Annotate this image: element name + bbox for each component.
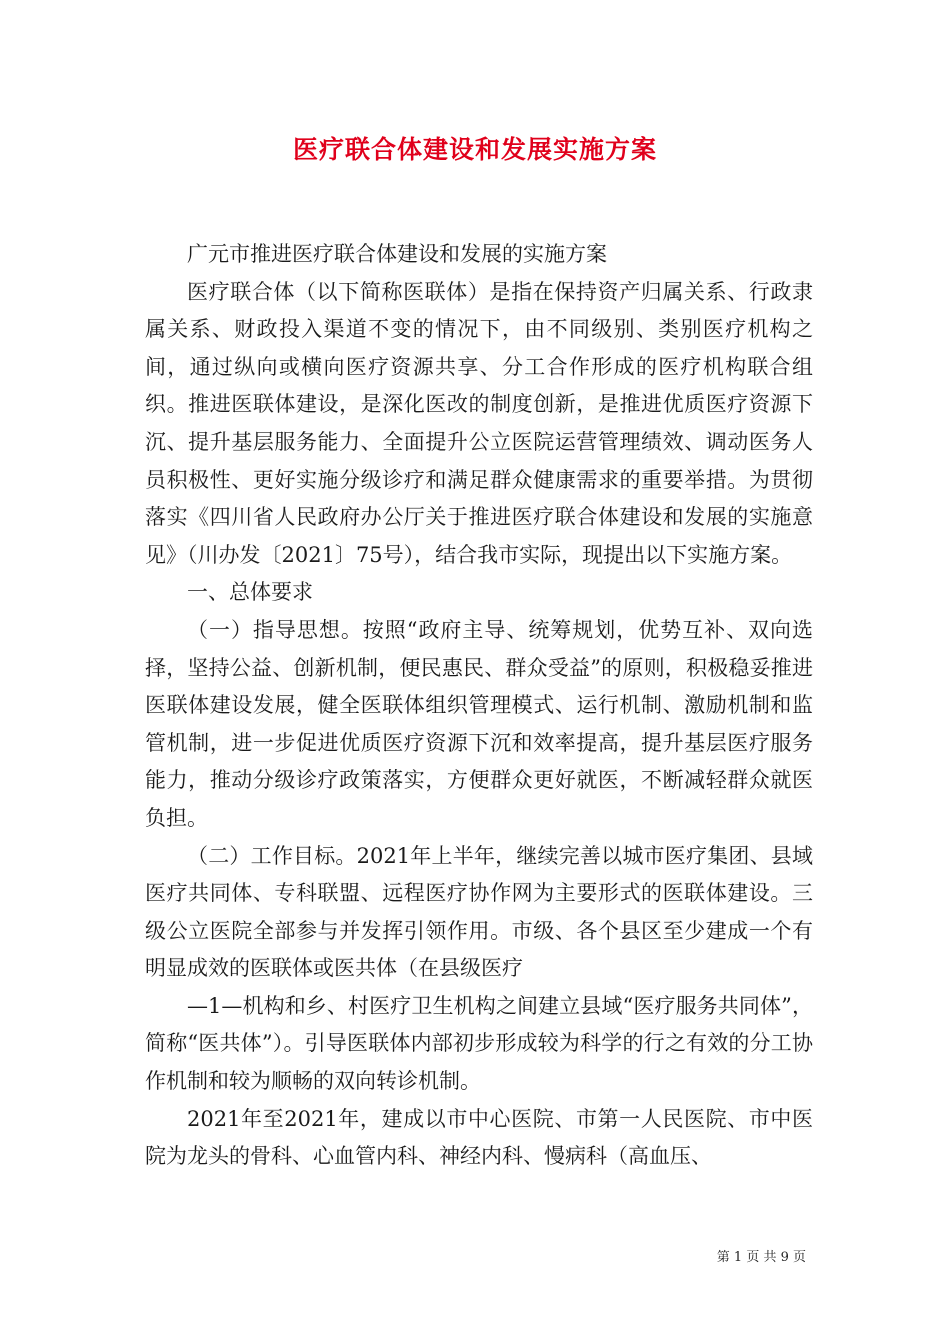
section-heading-general-requirements: 一、总体要求 (187, 580, 313, 605)
paragraph-guiding-thought: （一）指导思想。按照“政府主导、统筹规划，优势互补、双向选择，坚持公益、创新机制，便民惠民、群众受益”的原则，积极稳妥推进医联体建设发展，健全医联体组织管理模式、运行机制、激励机制和监管机制，进一步促进优质医疗资源下沉和效率提高，提升基层医疗服务能力，推动分级诊疗政策落实，方便群众更好就医，不断减轻群众就医负担。 (145, 617, 813, 830)
page-number: 第 1 页 共 9 页 (716, 1250, 806, 1265)
document-body (145, 236, 813, 1176)
paragraph-2021-plan: 2021年至2021年，建成以市中心医院、市第一人民医院、市中医院为龙头的骨科、心血管内科、神经内科、慢病科（高血压、 (145, 1106, 813, 1169)
paragraph-work-goals-continued: —1—机构和乡、村医疗卫生机构之间建立县域“医疗服务共同体”，简称“医共体”）。引导医联体内部初步形成较为科学的行之有效的分工协作机制和较为顺畅的双向转诊机制。 (145, 993, 813, 1094)
document-subtitle: 广元市推进医疗联合体建设和发展的实施方案 (187, 242, 607, 266)
paragraph-work-goals: （二）工作目标。2021年上半年，继续完善以城市医疗集团、县域医疗共同体、专科联盟、远程医疗协作网为主要形式的医联体建设。三级公立医院全部参与并发挥引领作用。市级、各个县区至少建成一个有明显成效的医联体或医共体（在县级医疗 (145, 843, 813, 981)
document-title: 医疗联合体建设和发展实施方案 (292, 135, 657, 164)
paragraph-intro: 医疗联合体（以下简称医联体）是指在保持资产归属关系、行政隶属关系、财政投入渠道不变的情况下，由不同级别、类别医疗机构之间，通过纵向或横向医疗资源共享、分工合作形成的医疗机构联合组织。推进医联体建设，是深化医改的制度创新，是推进优质医疗资源下沉、提升基层服务能力、全面提升公立医院运营管理绩效、调动医务人员积极性、更好实施分级诊疗和满足群众健康需求的重要举措。为贯彻落实《四川省人民政府办公厅关于推进医疗联合体建设和发展的实施意见》（川办发〔2021〕75号），结合我市实际，现提出以下实施方案。 (145, 279, 813, 567)
